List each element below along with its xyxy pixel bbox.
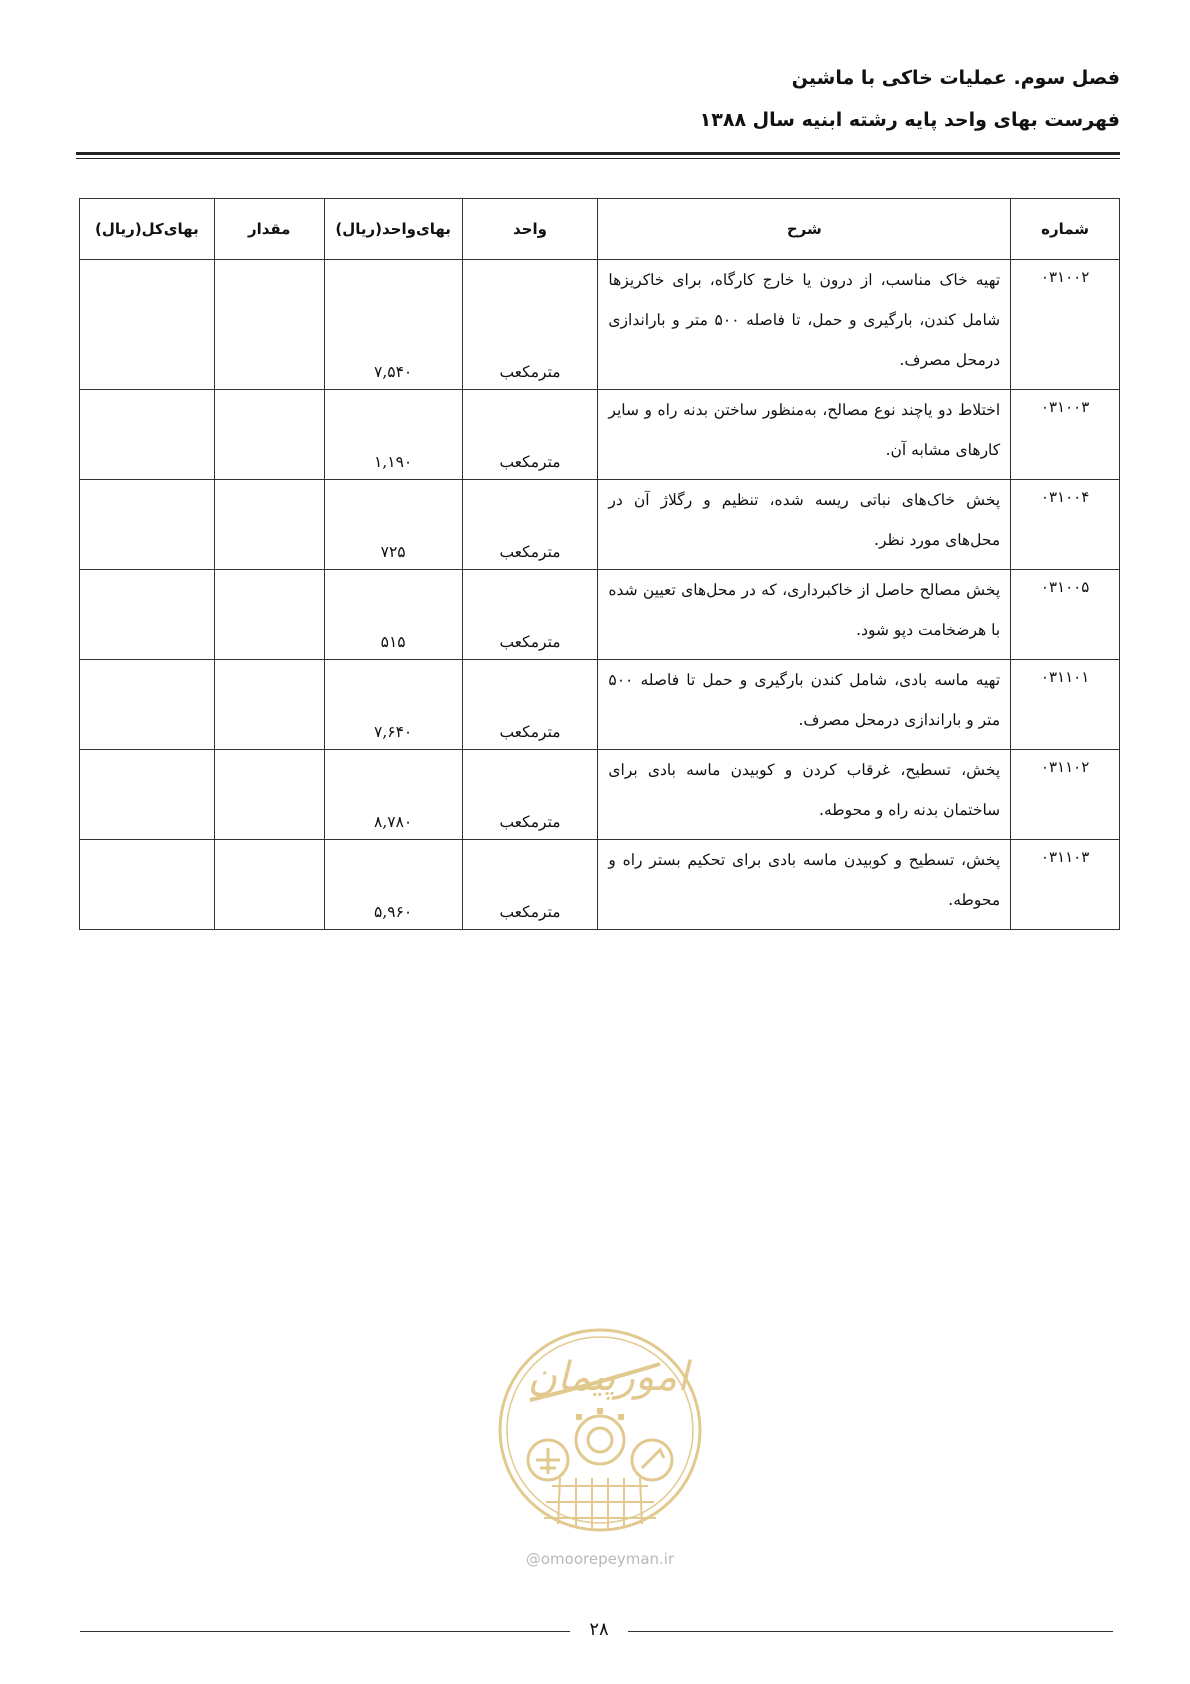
footer-rule-right — [628, 1631, 1113, 1632]
item-quantity — [214, 750, 324, 840]
header-rule-thick — [76, 152, 1120, 155]
footer-rule-left — [80, 1631, 570, 1632]
item-number: ۰۳۱۰۰۴ — [1011, 480, 1120, 570]
item-unit: مترمکعب — [462, 390, 598, 480]
price-list-title: فهرست بهای واحد پایه رشته ابنیه سال ۱۳۸۸ — [699, 109, 1120, 131]
item-unit: مترمکعب — [462, 840, 598, 930]
item-total-price — [80, 480, 215, 570]
item-quantity — [214, 480, 324, 570]
watermark-logo-text: امورپیمان — [527, 1354, 689, 1400]
page-header — [70, 60, 1120, 138]
item-unit: مترمکعب — [462, 480, 598, 570]
item-quantity — [214, 660, 324, 750]
item-unit-price: ۵,۹۶۰ — [324, 840, 462, 930]
item-number: ۰۳۱۱۰۱ — [1011, 660, 1120, 750]
column-header-total-price: بهای‌کل(ریال) — [80, 199, 215, 260]
column-header-number: شماره — [1011, 199, 1120, 260]
item-total-price — [80, 570, 215, 660]
column-header-unit-price: بهای‌واحد(ریال) — [324, 199, 462, 260]
item-description: پخش، تسطیح، غرقاب کردن و کوبیدن ماسه بادی برای ساختمان بدنه راه و محوطه. — [598, 750, 1011, 840]
item-unit-price: ۱,۱۹۰ — [324, 390, 462, 480]
item-quantity — [214, 570, 324, 660]
column-header-quantity: مقدار — [214, 199, 324, 260]
item-unit: مترمکعب — [462, 660, 598, 750]
chapter-title: فصل سوم. عملیات خاکی با ماشین — [791, 67, 1120, 89]
table-row — [80, 840, 1120, 930]
item-quantity — [214, 390, 324, 480]
item-description: پخش خاک‌های نباتی ریسه شده، تنظیم و رگلاژ آن در محل‌های مورد نظر. — [598, 480, 1011, 570]
item-description: تهیه خاک مناسب، از درون یا خارج کارگاه، برای خاکریزها شامل کندن، بارگیری و حمل، تا فاصله ۵۰۰ متر و باراندازی درمحل مصرف. — [598, 260, 1011, 390]
item-unit: مترمکعب — [462, 750, 598, 840]
item-unit-price: ۸,۷۸۰ — [324, 750, 462, 840]
item-unit-price: ۷,۵۴۰ — [324, 260, 462, 390]
item-total-price — [80, 840, 215, 930]
item-unit-price: ۵۱۵ — [324, 570, 462, 660]
item-quantity — [214, 260, 324, 390]
item-unit-price: ۷۲۵ — [324, 480, 462, 570]
item-unit-price: ۷,۶۴۰ — [324, 660, 462, 750]
item-unit: مترمکعب — [462, 260, 598, 390]
price-list-table — [79, 198, 1120, 930]
item-number: ۰۳۱۰۰۵ — [1011, 570, 1120, 660]
page-number: ۲۸ — [589, 1619, 609, 1640]
column-header-unit: واحد — [462, 199, 598, 260]
item-description: پخش مصالح حاصل از خاکبرداری، که در محل‌های تعیین شده با هرضخامت دپو شود. — [598, 570, 1011, 660]
watermark-site: @omoorepeyman.ir — [525, 1550, 675, 1568]
table-row — [80, 750, 1120, 840]
item-number: ۰۳۱۱۰۳ — [1011, 840, 1120, 930]
table-row — [80, 390, 1120, 480]
item-number: ۰۳۱۰۰۳ — [1011, 390, 1120, 480]
item-quantity — [214, 840, 324, 930]
table-row — [80, 570, 1120, 660]
item-description: پخش، تسطیح و کوبیدن ماسه بادی برای تحکیم بستر راه و محوطه. — [598, 840, 1011, 930]
item-description: تهیه ماسه بادی، شامل کندن بارگیری و حمل تا فاصله ۵۰۰ متر و باراندازی درمحل مصرف. — [598, 660, 1011, 750]
header-rule-thin — [76, 158, 1120, 159]
item-description: اختلاط دو یاچند نوع مصالح، به‌منظور ساختن بدنه راه و سایر کارهای مشابه آن. — [598, 390, 1011, 480]
table-row — [80, 660, 1120, 750]
watermark-emblem-icon — [490, 1318, 710, 1548]
item-total-price — [80, 260, 215, 390]
item-total-price — [80, 390, 215, 480]
table-row — [80, 480, 1120, 570]
table-row — [80, 260, 1120, 390]
item-total-price — [80, 750, 215, 840]
table-header-row — [80, 199, 1120, 260]
watermark-logo — [490, 1318, 710, 1578]
item-number: ۰۳۱۱۰۲ — [1011, 750, 1120, 840]
item-total-price — [80, 660, 215, 750]
column-header-description: شرح — [598, 199, 1011, 260]
item-number: ۰۳۱۰۰۲ — [1011, 260, 1120, 390]
item-unit: مترمکعب — [462, 570, 598, 660]
